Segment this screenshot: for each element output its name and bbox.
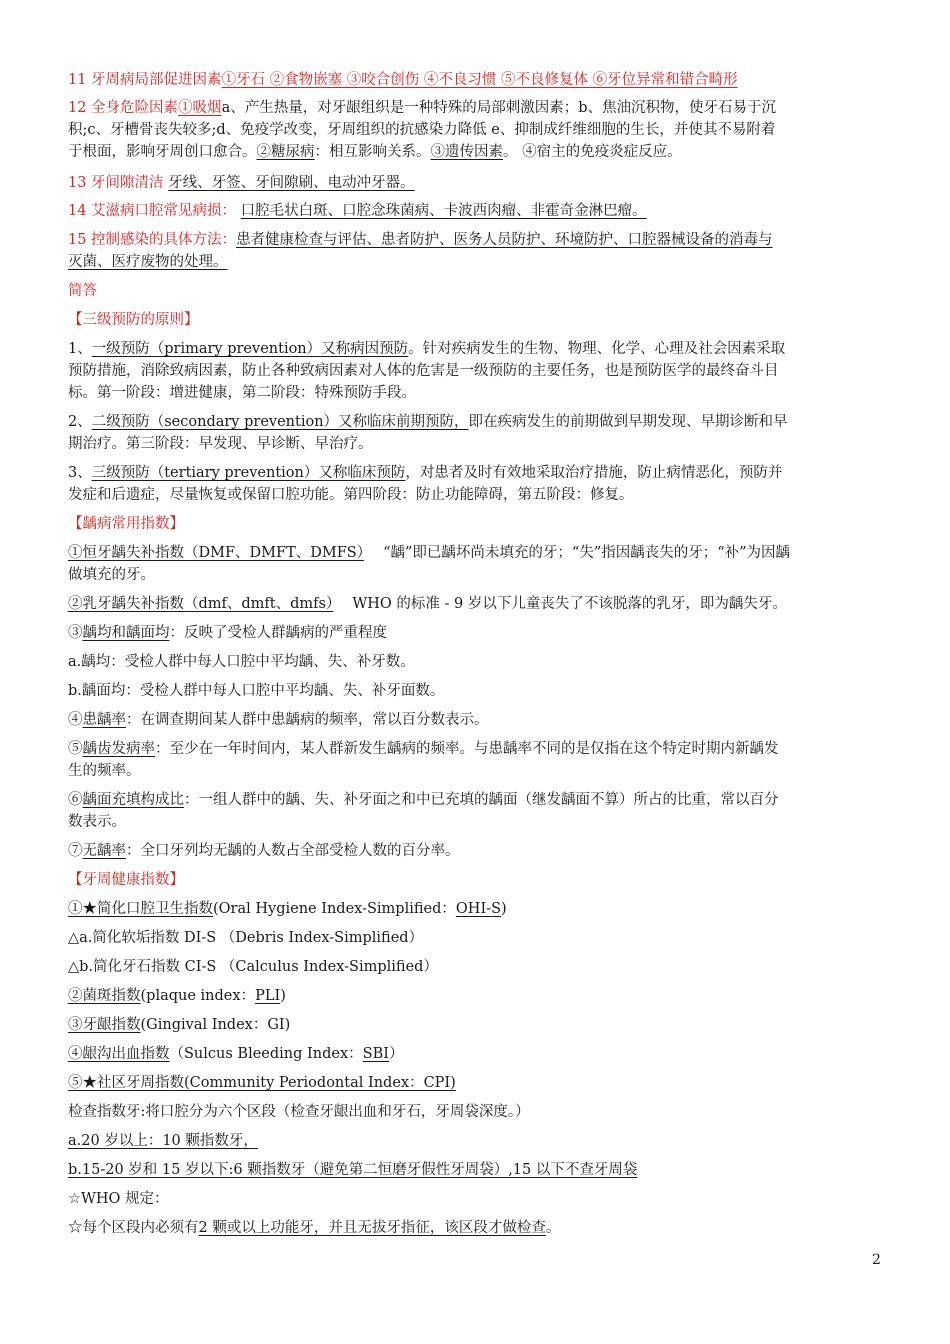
item-12-diabetes: ②糖尿病 xyxy=(256,144,315,160)
text: (Gingival Index：GI) xyxy=(140,1017,291,1033)
text: ) xyxy=(501,901,507,917)
gi xyxy=(68,1015,888,1036)
item-11 xyxy=(68,70,888,91)
section-caries-title: 【龋病常用指数】 xyxy=(68,516,184,532)
item-13 xyxy=(68,173,888,194)
item-15-content: 患者健康检查与评估、患者防护、医务人员防护、环境防护、口腔器械设备的消毒与 xyxy=(236,232,773,248)
dmf-primary-term: ②乳牙龋失补指数（dmf、dmft、dmfs） xyxy=(68,596,334,612)
prefix: ③ xyxy=(68,625,83,641)
caries-mean-term: 龋均和龋面均 xyxy=(82,625,170,641)
text: ☆每个区段内必须有 xyxy=(68,1220,199,1236)
prefix: ④ xyxy=(68,712,83,728)
item-13-label: 13 牙间隙清洁 xyxy=(68,175,164,191)
pli xyxy=(68,986,888,1007)
text: ：全口牙列均无龋的人数占全部受检人数的百分率。 xyxy=(126,843,460,859)
item-14 xyxy=(68,201,888,222)
prevalence-term: 患龋率 xyxy=(82,712,126,728)
caries-free-term: 无龋率 xyxy=(82,843,126,859)
item-12-genetic: ③遗传因素 xyxy=(430,144,503,160)
who-title: ☆WHO 规定： xyxy=(68,1191,169,1207)
prevention-primary xyxy=(68,339,888,360)
item-15-line-2 xyxy=(68,252,888,273)
prefix: ⑤ xyxy=(68,741,83,757)
caries-incidence-line-2: 生的频率。 xyxy=(68,763,141,779)
item-11-content: ①牙石 ②食物嵌塞 ③咬合创伤 ④不良习惯 ⑤不良修复体 ⑥牙位异常和错合畸形 xyxy=(221,72,738,88)
prefix: ⑦ xyxy=(68,843,83,859)
text: ：在调查期间某人群中患龋病的频率，常以百分数表示。 xyxy=(126,712,489,728)
prefix: 3、 xyxy=(68,465,92,481)
text: ，对患者及时有效地采取治疗措施，防止病情恶化，预防并 xyxy=(405,465,783,481)
sbi-abbr: SBI xyxy=(362,1046,389,1062)
cis: △b.简化牙石指数 CI-S （Calculus Index-Simplified） xyxy=(68,959,438,975)
item-13-content: 牙线、牙签、牙间隙刷、电动冲牙器。 xyxy=(168,175,415,191)
caries-dmf xyxy=(68,543,888,564)
text: ：反映了受检人群龋病的严重程度 xyxy=(169,625,387,641)
who-rule xyxy=(68,1218,888,1239)
ohis xyxy=(68,899,888,920)
text: ) xyxy=(280,988,286,1004)
prefix: 1、 xyxy=(68,341,92,357)
item-12-label: 12 全身危险因素 xyxy=(68,100,179,116)
caries-dmf-primary xyxy=(68,594,888,615)
item-14-content: 口腔毛状白斑、口腔念珠菌病、卡波西肉瘤、非霍奇金淋巴瘤。 xyxy=(240,203,647,219)
item-12-text: 。 ④宿主的免疫炎症反应。 xyxy=(503,144,682,160)
pli-abbr: PLI xyxy=(255,988,281,1004)
section-periodontal-title: 【牙周健康指数】 xyxy=(68,872,184,888)
prefix: ⑥ xyxy=(68,792,83,808)
text: ） xyxy=(388,1046,404,1062)
item-12-line-3 xyxy=(68,142,888,163)
primary-prevention-term: 一级预防（primary prevention）又称病因预防 xyxy=(91,341,409,357)
text: “龋”即已龋坏尚未填充的牙；“失”指因龋丧失的牙；“补”为因龋 xyxy=(383,545,791,561)
gi-term: ③牙龈指数 xyxy=(68,1017,141,1033)
prevention-tertiary xyxy=(68,463,888,484)
text: ：至少在一年时间内，某人群新发生龋病的频率。与患龋率不同的是仅指在这个特定时期内新龋发 xyxy=(155,741,779,757)
pli-term: ②菌斑指数 xyxy=(68,988,141,1004)
prevention-primary-line-3: 标。第一阶段：增进健康，第二阶段：特殊预防手段。 xyxy=(68,385,416,401)
over-20: a.20 岁以上：10 颗指数牙， xyxy=(68,1133,258,1149)
caries-free xyxy=(68,841,888,862)
section-prevention-title: 【三级预防的原则】 xyxy=(68,312,199,328)
sbi xyxy=(68,1044,888,1065)
text: 。针对疾病发生的生物、物理、化学、心理及社会因素采取 xyxy=(408,341,786,357)
sbi-term: ④龈沟出血指数 xyxy=(68,1046,170,1062)
page-number: 2 xyxy=(872,1252,881,1268)
item-15-label: 15 控制感染的具体方法： xyxy=(68,232,237,248)
dis: △a.简化软垢指数 DI-S （Debris Index-Simplified） xyxy=(68,930,424,946)
item-11-label: 11 牙周病局部促进因素 xyxy=(68,72,222,88)
prevention-primary-line-2: 预防措施，消除致病因素，防止各种致病因素对人体的危害是一级预防的主要任务，也是预防医学的最终奋斗目 xyxy=(68,363,779,379)
prevention-secondary-line-2: 期治疗。第三阶段：早发现、早诊断、早治疗。 xyxy=(68,436,373,452)
item-12-text: a、产生热量，对牙龈组织是一种特殊的局部刺激因素；b、焦油沉积物，使牙石易于沉 xyxy=(221,100,776,116)
cpi: ⑤★社区牙周指数(Community Periodontal Index：CPI) xyxy=(68,1075,456,1091)
item-14-label: 14 艾滋病口腔常见病损： xyxy=(68,203,237,219)
ohis-abbr: OHI-S xyxy=(455,901,501,917)
caries-filled-line-2: 数表示。 xyxy=(68,814,126,830)
caries-prevalence xyxy=(68,710,888,731)
prevention-tertiary-line-2: 发症和后遗症，尽量恢复或保留口腔功能。第四阶段：防止功能障碍，第五阶段：修复。 xyxy=(68,487,634,503)
item-12-text: ：相互影响关系。 xyxy=(314,144,431,160)
text: （Sulcus Bleeding Index： xyxy=(169,1046,363,1062)
caries-mean xyxy=(68,623,888,644)
text: (plaque index： xyxy=(140,988,256,1004)
tertiary-prevention-term: 三级预防（tertiary prevention）又称临床预防 xyxy=(91,465,406,481)
dmf-term: ①恒牙龋失补指数（DMF、DMFT、DMFS） xyxy=(68,545,364,561)
caries-incidence xyxy=(68,739,888,760)
text: 即在疾病发生的前期做到早期发现、早期诊断和早 xyxy=(468,414,788,430)
item-12-text: 于根面，影响牙周创口愈合。 xyxy=(68,144,257,160)
secondary-prevention-term: 二级预防（secondary prevention）又称临床前期预防， xyxy=(91,414,469,430)
item-12-line-1 xyxy=(68,98,888,119)
under-20: b.15-20 岁和 15 岁以下:6 颗指数牙（避免第二恒磨牙假性牙周袋）,15 以下不查牙周袋 xyxy=(68,1162,638,1178)
caries-dmf-line-2: 做填充的牙。 xyxy=(68,567,155,583)
text: 。 xyxy=(545,1220,561,1236)
item-15-line-1 xyxy=(68,230,888,251)
caries-mean-a: a.龋均：受检人群中每人口腔中平均龋、失、补牙数。 xyxy=(68,654,415,670)
item-15-content: 灭菌、医疗废物的处理。 xyxy=(68,254,228,270)
incidence-term: 龋齿发病率 xyxy=(82,741,155,757)
ohis-term: ①★简化口腔卫生指数 xyxy=(68,901,213,917)
text: WHO 的标准 - 9 岁以下儿童丧失了不该脱落的乳牙，即为龋失牙。 xyxy=(352,596,787,612)
item-12-line-2 xyxy=(68,120,888,141)
text: ：一组人群中的龋、失、补牙面之和中已充填的龋面（继发龋面不算）所占的比重，常以百分 xyxy=(184,792,779,808)
item-12-smoking: ①吸烟 xyxy=(178,100,222,116)
who-rule-term: 2 颗或以上功能牙，并且无拔牙指征，该区段才做检查 xyxy=(198,1220,546,1236)
short-answer-heading: 简答 xyxy=(68,283,97,299)
filled-term: 龋面充填构成比 xyxy=(82,792,184,808)
prevention-secondary xyxy=(68,412,888,433)
caries-filled xyxy=(68,790,888,811)
text: (Oral Hygiene Index-Simplified： xyxy=(213,901,456,917)
item-12-text: 积;c、牙槽骨丧失较多;d、免疫学改变，牙周组织的抗感染力降低 e、抑制成纤维细胞的生长，并使其不易附着 xyxy=(68,122,776,138)
prefix: 2、 xyxy=(68,414,92,430)
index-teeth: 检查指数牙:将口腔分为六个区段（检查牙龈出血和牙石，牙周袋深度。） xyxy=(68,1104,530,1120)
caries-mean-b: b.龋面均：受检人群中每人口腔中平均龋、失、补牙面数。 xyxy=(68,683,445,699)
